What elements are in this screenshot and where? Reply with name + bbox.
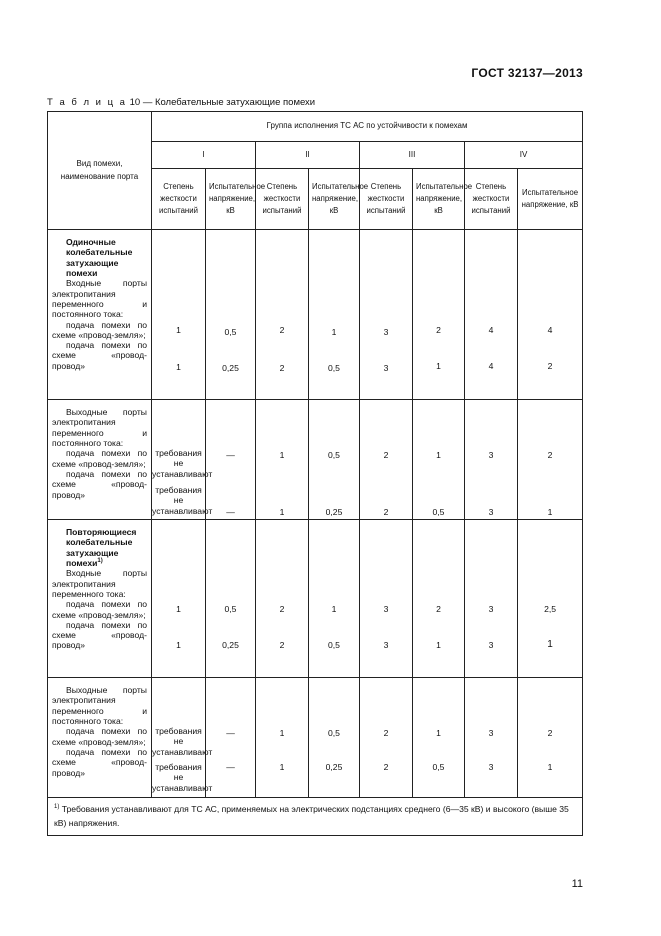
row-label: подача помехи по схеме «провод-провод» <box>52 619 147 651</box>
cell-value: 2,5 <box>544 604 557 614</box>
requirement-note: требования не устанавливают <box>152 448 213 479</box>
cell-value: 2 <box>383 507 389 517</box>
cell-value: 1 <box>279 762 285 772</box>
cell-value: 0,25 <box>222 640 239 650</box>
cell-value: 3 <box>383 640 389 650</box>
row-label: подача помехи по схеме «провод-земля»; <box>52 726 147 747</box>
row-label: подача помехи по схеме «провод-земля»; <box>52 448 147 469</box>
caption-label: Т а б л и ц а <box>47 97 127 108</box>
cell-value: 1 <box>547 639 553 650</box>
page-number: 11 <box>571 878 583 890</box>
cell-value: 1 <box>331 327 337 337</box>
row-label: подача помехи по схеме «провод-земля»; <box>52 599 147 620</box>
requirement-note: требования не устанавливают <box>152 485 213 516</box>
row-label: подача помехи по схеме «провод-земля»; <box>52 319 147 340</box>
row-label: подача помехи по схеме «провод-провод» <box>52 746 147 778</box>
subheader-severity: Степень жесткости испытаний <box>465 169 518 230</box>
row-description <box>48 520 152 678</box>
row-description <box>48 230 152 400</box>
cell-value: 0,25 <box>222 363 239 373</box>
interference-table <box>47 111 583 836</box>
table-caption <box>47 97 315 108</box>
cell-value: 1 <box>176 604 181 614</box>
cell-value: 2 <box>279 325 285 335</box>
cell-value: 1 <box>279 728 285 738</box>
cell-value: 0,5 <box>328 640 340 650</box>
document-code: ГОСТ 32137—2013 <box>471 66 583 80</box>
cell-value: — <box>226 450 235 460</box>
caption-number: 10 <box>129 97 141 108</box>
table-row <box>48 678 583 798</box>
cell-value: 2 <box>383 728 389 738</box>
port-label: Выходные порты электропитания переменного и постоянного тока: <box>52 685 147 726</box>
cell-value: 3 <box>488 728 494 738</box>
section-title <box>52 527 147 568</box>
cell-value: 2 <box>279 363 285 373</box>
cell-value: — <box>226 507 235 517</box>
subheader-voltage: Испытательное напряжение, кВ <box>413 169 465 230</box>
section-title-text: Повторяющиеся колебательные затухающие помехи <box>66 527 137 568</box>
cell-value: 3 <box>383 363 389 373</box>
requirement-note: требования не устанавливают <box>152 762 213 793</box>
port-label: Входные порты электропитания переменного и постоянного тока: <box>52 278 147 320</box>
cell-value: 1 <box>436 361 441 371</box>
cell-value: 1 <box>436 728 441 738</box>
table-row <box>48 400 583 520</box>
cell-value: 1 <box>279 450 285 460</box>
cell-value: 1 <box>331 604 337 614</box>
subheader-voltage: Испытательное напряжение, кВ <box>518 169 583 230</box>
cell-value: 2 <box>279 640 285 650</box>
group-header-3: III <box>360 142 465 169</box>
footnote-mark: 1) <box>54 804 60 811</box>
requirement-note: требования не устанавливают <box>152 726 213 757</box>
cell-value: 0,5 <box>328 728 340 738</box>
cell-value: 2 <box>547 361 553 371</box>
footnote-mark: 1) <box>97 558 103 565</box>
group-header-1: I <box>152 142 256 169</box>
row-label: подача помехи по схеме «провод-провод» <box>52 468 147 500</box>
cell-value: 1 <box>176 362 181 372</box>
section-title: Одиночные колебательные затухающие помехи <box>66 237 133 278</box>
column-header-group: Группа исполнения ТС АС по устойчивости к помехам <box>152 112 583 142</box>
port-label: Входные порты электропитания переменного тока: <box>52 568 147 599</box>
cell-value: 3 <box>488 604 494 614</box>
cell-value: 0,25 <box>325 762 343 772</box>
table-row <box>48 230 583 400</box>
cell-value: 1 <box>436 640 441 650</box>
cell-value: 1 <box>176 325 181 335</box>
cell-value: 4 <box>547 325 553 335</box>
subheader-severity: Степень жесткости испытаний <box>256 169 309 230</box>
cell-value: 3 <box>488 640 494 650</box>
cell-value: 0,5 <box>224 327 237 337</box>
cell-value: 0,5 <box>224 604 237 614</box>
table-row <box>48 520 583 678</box>
cell-value: — <box>226 762 235 772</box>
subheader-voltage: Испытательное напряжение, кВ <box>206 169 256 230</box>
subheader-severity: Степень жесткости испытаний <box>360 169 413 230</box>
cell-value: 2 <box>436 604 441 614</box>
cell-value: 1 <box>176 640 181 650</box>
cell-value: 4 <box>488 325 494 335</box>
cell-value: 0,5 <box>328 450 340 460</box>
cell-value: 2 <box>279 604 285 614</box>
port-label: Выходные порты электропитания переменного и постоянного тока: <box>52 407 147 448</box>
cell-value: 1 <box>547 762 553 772</box>
caption-title: — Колебательные затухающие помехи <box>142 97 316 108</box>
cell-value: 3 <box>383 604 389 614</box>
subheader-severity: Степень жесткости испытаний <box>152 169 206 230</box>
cell-value: 0,5 <box>432 507 445 517</box>
cell-value: 0,25 <box>325 507 343 517</box>
subheader-voltage: Испытательное напряжение, кВ <box>309 169 360 230</box>
cell-value: 3 <box>383 327 389 337</box>
column-header-type: Вид помехи, наименование порта <box>48 112 152 230</box>
row-description <box>48 678 152 798</box>
cell-value: 2 <box>436 325 441 335</box>
cell-value: 1 <box>547 507 553 517</box>
cell-value: 2 <box>383 450 389 460</box>
footnote-text: Требования устанавливают для ТС АС, применяемых на электрических подстанциях среднего (6—35 кВ) и высокого (выше 35 кВ) напряжения. <box>54 804 569 828</box>
cell-value: 2 <box>547 450 553 460</box>
cell-value: 3 <box>488 450 494 460</box>
group-header-2: II <box>256 142 360 169</box>
cell-value: 0,5 <box>328 363 340 373</box>
row-description <box>48 400 152 520</box>
cell-value: 2 <box>547 728 553 738</box>
cell-value: 1 <box>279 507 285 517</box>
cell-value: 1 <box>436 450 441 460</box>
cell-value: 4 <box>488 361 494 371</box>
table-footnote <box>48 798 583 836</box>
footnote-row <box>48 798 583 836</box>
cell-value: 3 <box>488 507 494 517</box>
group-header-4: IV <box>465 142 583 169</box>
cell-value: — <box>226 728 235 738</box>
cell-value: 0,5 <box>432 762 445 772</box>
cell-value: 2 <box>383 762 389 772</box>
cell-value: 3 <box>488 762 494 772</box>
row-label: подача помехи по схеме «провод-провод» <box>52 340 147 371</box>
